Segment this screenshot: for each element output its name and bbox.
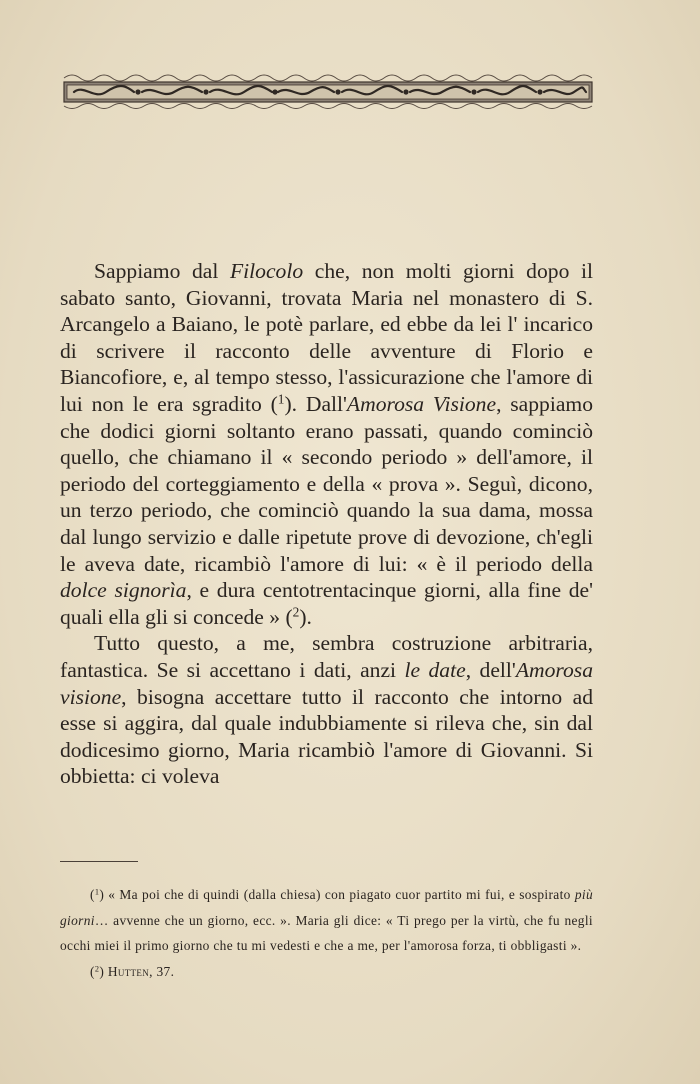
- title-filocolo: Filocolo: [229, 259, 304, 283]
- emphasis-dolce-signoria: dolce signorìa: [60, 578, 187, 603]
- title-amorosa-visione: Amorosa Visione: [346, 391, 497, 416]
- footnote-divider: [60, 861, 138, 862]
- emphasis-le-date: le date: [404, 657, 466, 682]
- footnote-1: ($^1$) « Ma poi che di quindi (dalla chiesa) con piagato cuor partito mi fui, e sospirato più giorni… avvenne che un giorno, ecc. ». Maria gli dice: « Ti prego per la virtù, che fu negli occhi miei il primo giorno che tu mi vedesti e che a me, per l'amorosa forza, ti obbligasti ».: [60, 887, 593, 953]
- footnote-ref-1: 1: [277, 391, 285, 407]
- author-name: Hutten: [107, 963, 150, 979]
- paragraph-1: Sappiamo dal Filocolo che, non molti giorni dopo il sabato santo, Giovanni, trovata Maria nel monastero di S. Arcangelo a Baiano, le potè parlare, ed ebbe da lei l' incarico di scrivere il racconto delle avventure di Florio e Biancofiore, e, al tempo stesso, l'assicurazione che l'amore di lui non le era sgradito ($^1$). Dall'Amorosa Visione, sappiamo che dodici giorni soltanto erano passati, quando cominciò quello, che chiamano il « secondo periodo » dell'amore, il periodo del corteggiamento e della « prova ». Seguì, dicono, un terzo periodo, che cominciò quando la sua dama, mossa dal lungo servizio e dalle ripetute prove di devozione, ch'egli le aveva date, ricambiò l'amore di lui: « è il periodo della dolce signorìa, e dura centotrentacinque giorni, alla fine de' quali ella gli si concede » ($^2$).: [60, 259, 593, 629]
- footnote-ref-2: 2: [292, 604, 300, 620]
- main-text: [60, 258, 593, 790]
- footnote-2: ($^2$) Hutten, 37.: [90, 963, 175, 979]
- decorative-header-ornament: [62, 70, 594, 112]
- paragraph-2: Tutto questo, a me, sembra costruzione arbitraria, fantastica. Se si accettano i dati, anzi le date, dell'Amorosa visione, bisogna accettare tutto il racconto che intorno ad esse si aggira, dal quale indubbiamente si rileva che, sin dal dodicesimo giorno, Maria ricambiò l'amore di Giovanni. Si obbietta: ci voleva: [60, 631, 593, 789]
- footnotes: [60, 882, 593, 984]
- title-amorosa-visione-2: Amorosa visione: [60, 657, 593, 709]
